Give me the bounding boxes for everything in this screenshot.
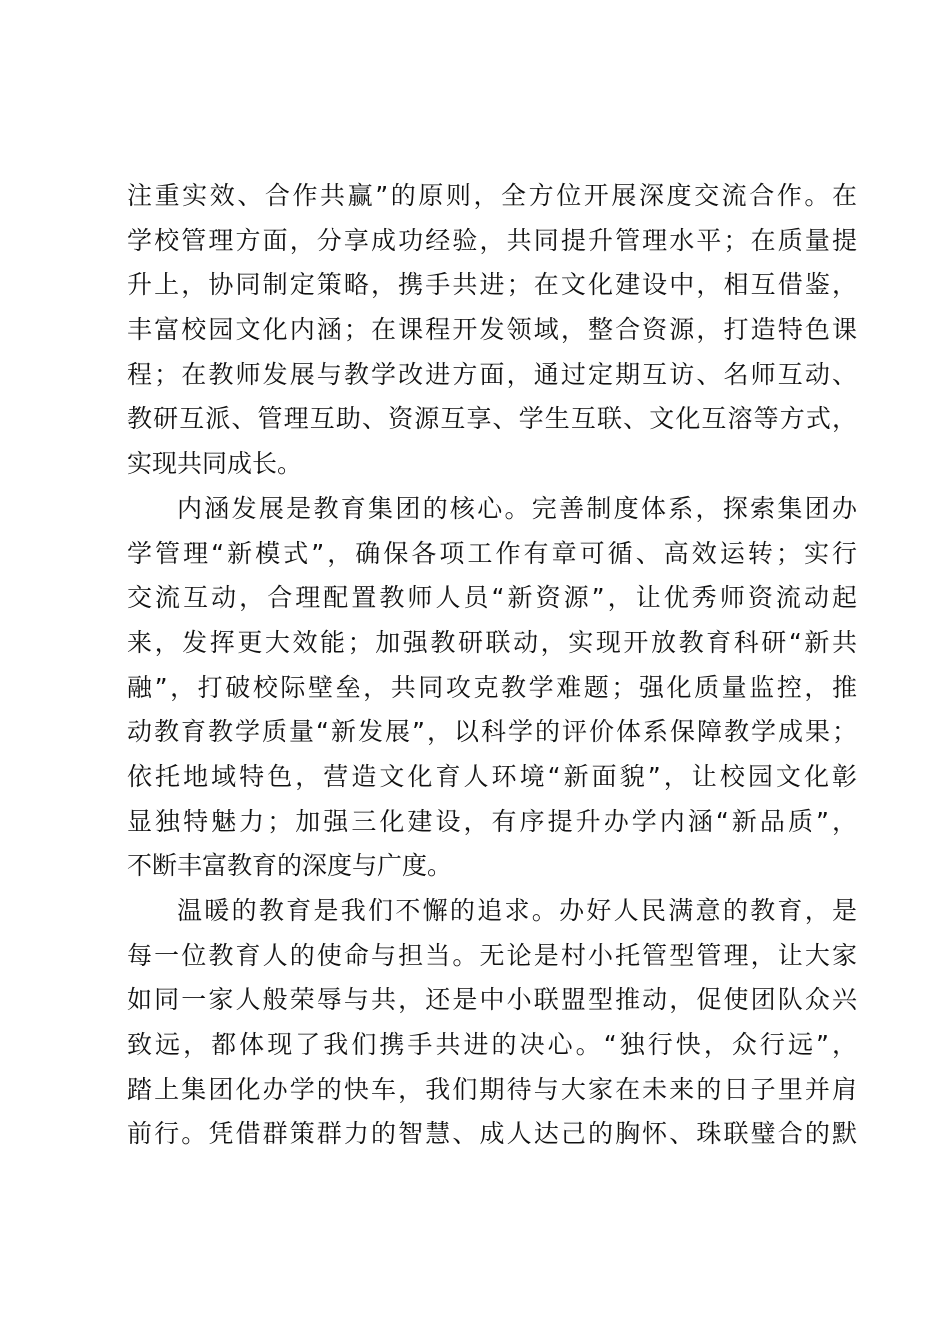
paragraph-line: 交流互动，合理配置教师人员“新资源”，让优秀师资流动起 <box>127 583 857 613</box>
paragraph-line: 显独特魅力；加强三化建设，有序提升办学内涵“新品质”， <box>127 806 857 836</box>
document-body <box>127 174 857 1157</box>
paragraph-line: 依托地域特色，营造文化育人环境“新面貌”，让校园文化彰 <box>127 761 857 791</box>
paragraph-1 <box>127 174 857 487</box>
paragraph-3 <box>127 889 857 1157</box>
paragraph-line: 致远，都体现了我们携手共进的决心。“独行快，众行远”， <box>127 1030 857 1060</box>
paragraph-line: 温暖的教育是我们不懈的追求。办好人民满意的教育，是 <box>177 896 857 925</box>
paragraph-line: 丰富校园文化内涵；在课程开发领域，整合资源，打造特色课 <box>127 315 857 345</box>
paragraph-2 <box>127 487 857 889</box>
paragraph-line: 学管理“新模式”，确保各项工作有章可循、高效运转；实行 <box>127 538 857 568</box>
paragraph-line: 前行。凭借群策群力的智慧、成人达己的胸怀、珠联璧合的默 <box>127 1119 857 1149</box>
paragraph-line: 每一位教育人的使命与担当。无论是村小托管型管理，让大家 <box>127 940 857 970</box>
paragraph-line: 不断丰富教育的深度与广度。 <box>127 851 453 881</box>
paragraph-line: 融”，打破校际壁垒，共同攻克教学难题；强化质量监控，推 <box>127 672 857 702</box>
paragraph-line: 学校管理方面，分享成功经验，共同提升管理水平；在质量提 <box>127 225 857 255</box>
paragraph-line: 升上，协同制定策略，携手共进；在文化建设中，相互借鉴， <box>127 270 857 300</box>
paragraph-line: 来，发挥更大效能；加强教研联动，实现开放教育科研“新共 <box>127 627 857 657</box>
paragraph-line: 内涵发展是教育集团的核心。完善制度体系，探索集团办 <box>177 493 857 523</box>
paragraph-line: 动教育教学质量“新发展”，以科学的评价体系保障教学成果； <box>127 717 857 747</box>
paragraph-line: 实现共同成长。 <box>127 449 303 479</box>
paragraph-line: 注重实效、合作共赢”的原则，全方位开展深度交流合作。在 <box>127 181 857 210</box>
paragraph-line: 程；在教师发展与教学改进方面，通过定期互访、名师互动、 <box>127 359 857 389</box>
paragraph-line: 踏上集团化办学的快车，我们期待与大家在未来的日子里并肩 <box>127 1074 857 1104</box>
paragraph-line: 如同一家人般荣辱与共，还是中小联盟型推动，促使团队众兴 <box>127 985 857 1015</box>
paragraph-line: 教研互派、管理互助、资源互享、学生互联、文化互溶等方式， <box>127 404 857 434</box>
